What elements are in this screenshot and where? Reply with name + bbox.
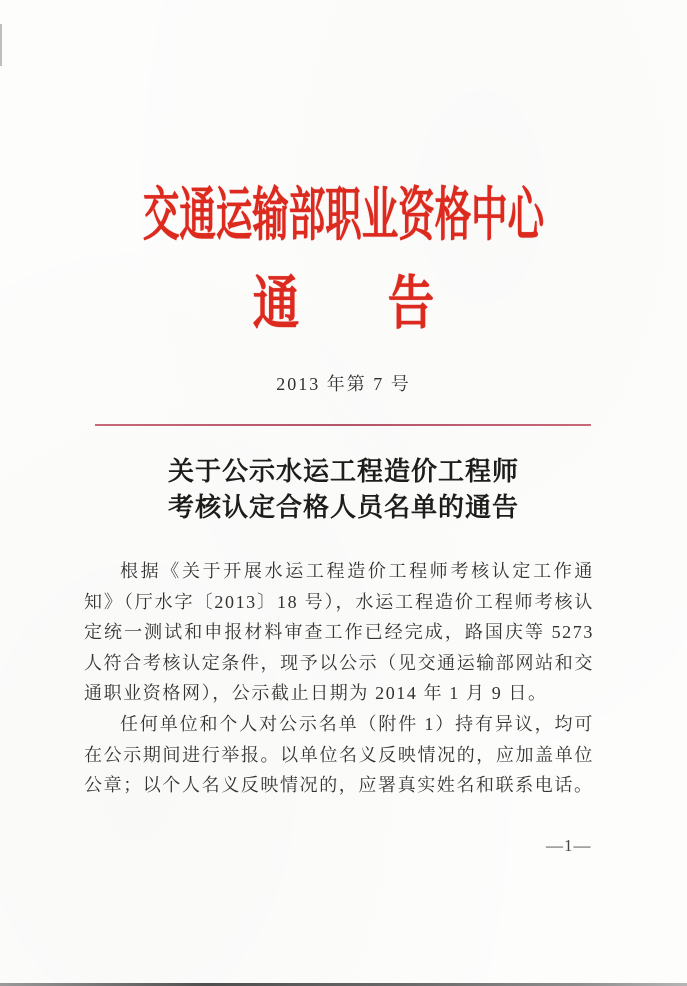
body-paragraph-1: 根据《关于开展水运工程造价工程师考核认定工作通知》（厅水字〔2013〕18 号），水运工程造价工程师考核认定统一测试和申报材料审查工作已经完成，路国庆等 5273 人符合考核认定条件，现予以公示（见交通运输部网站和交通职业资格网），公示截止日期为 2014 年 1 月 9 日。 <box>84 561 594 704</box>
subject-line-1: 关于公示水运工程造价工程师 <box>167 457 519 486</box>
doc-type-char-2: 告 <box>387 271 434 336</box>
doc-type-title <box>0 256 687 340</box>
body-paragraph-2: 任何单位和个人对公示名单（附件 1）持有异议，均可在公示期间进行举报。以单位名义反映情况的，应加盖单位公章；以个人名义反映情况的，应署真实姓名和联系电话。 <box>84 713 594 796</box>
subject-line-2: 考核认定合格人员名单的通告 <box>167 493 519 522</box>
red-divider-rule <box>95 424 591 426</box>
body-text <box>84 556 594 801</box>
org-title: 交通运输部职业资格中心 <box>142 183 545 248</box>
masthead <box>0 168 687 250</box>
subject-heading <box>0 454 687 526</box>
doc-type-char-1: 通 <box>253 271 300 336</box>
issue-number: 2013 年第 7 号 <box>276 374 411 394</box>
scanner-artifact-left <box>0 24 2 66</box>
page-number: —1— <box>546 836 592 855</box>
